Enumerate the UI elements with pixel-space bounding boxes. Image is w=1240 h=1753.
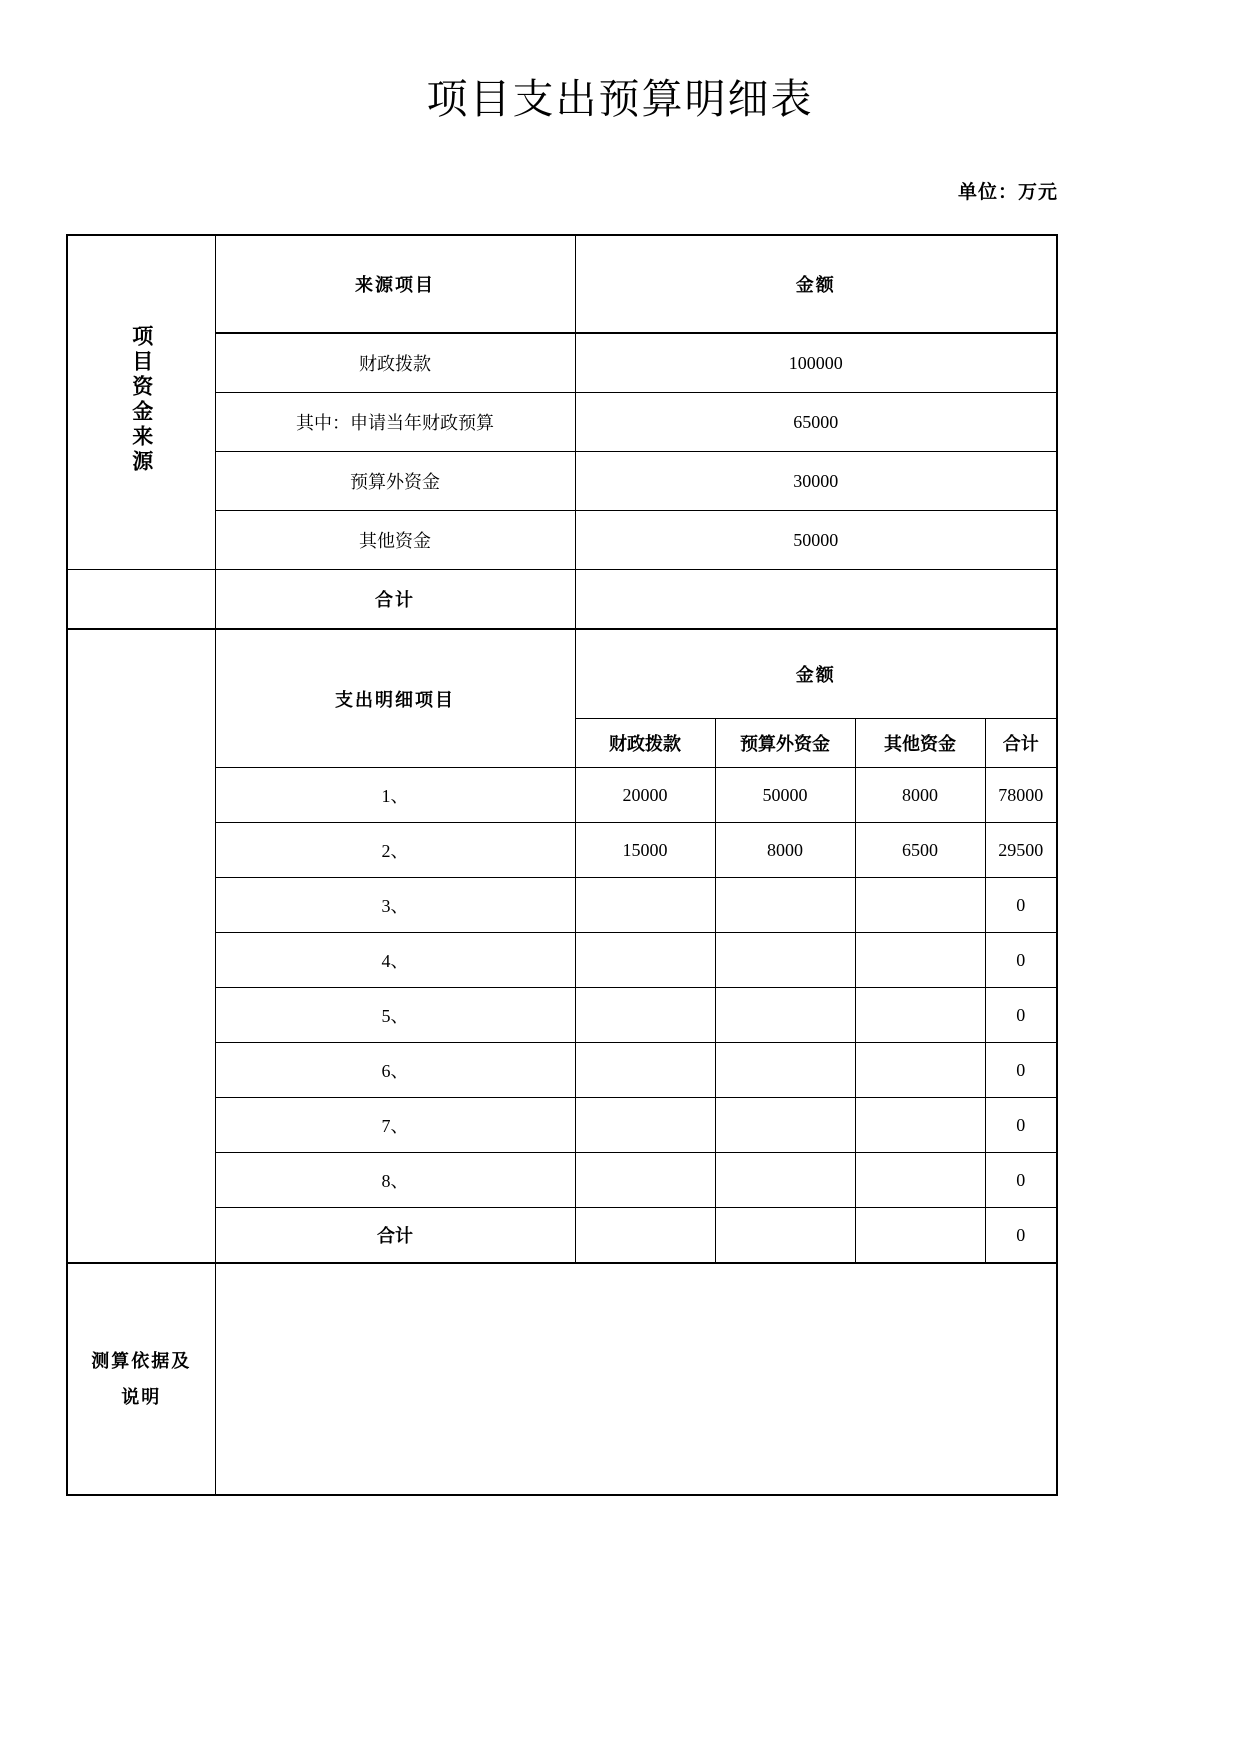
expenditure-total-row: [67, 1208, 1057, 1264]
expenditure-fiscal-value: [575, 1153, 715, 1208]
expenditure-subheader-extra-budget: 预算外资金: [715, 719, 855, 768]
expenditure-other-value: [855, 1098, 985, 1153]
funding-source-header-row: [67, 235, 1057, 333]
funding-source-row: [67, 452, 1057, 511]
expenditure-extra-budget-value: [715, 1153, 855, 1208]
expenditure-subheader-other: 其他资金: [855, 719, 985, 768]
funding-source-item-name: 其他资金: [215, 511, 575, 570]
funding-source-item-amount: 30000: [575, 452, 1057, 511]
expenditure-total-other: [855, 1208, 985, 1264]
expenditure-total-fiscal: [575, 1208, 715, 1264]
expenditure-item-name: 1、: [215, 768, 575, 823]
expenditure-item-name: 7、: [215, 1098, 575, 1153]
expenditure-total-label: 合计: [215, 1208, 575, 1264]
expenditure-other-value: 6500: [855, 823, 985, 878]
funding-source-total-label: 合计: [215, 570, 575, 630]
expenditure-total-value: 0: [985, 1153, 1057, 1208]
notes-label-line1: 测算依据及: [91, 1351, 192, 1371]
funding-source-item-amount: 50000: [575, 511, 1057, 570]
expenditure-total-extra-budget: [715, 1208, 855, 1264]
funding-source-row: [67, 511, 1057, 570]
funding-source-row: [67, 393, 1057, 452]
notes-section-row: [67, 1263, 1057, 1495]
unit-note: 单位：万元: [957, 182, 1058, 203]
expenditure-extra-budget-value: [715, 933, 855, 988]
expenditure-extra-budget-value: [715, 988, 855, 1043]
budget-table-wrapper: [66, 234, 1056, 1496]
expenditure-item-name: 4、: [215, 933, 575, 988]
expenditure-fiscal-value: [575, 1043, 715, 1098]
expenditure-amount-header: 金额: [575, 629, 1057, 719]
expenditure-item-name: 3、: [215, 878, 575, 933]
expenditure-item-header: 支出明细项目: [215, 629, 575, 768]
expenditure-row: [67, 933, 1057, 988]
expenditure-extra-budget-value: [715, 878, 855, 933]
expenditure-other-value: 8000: [855, 768, 985, 823]
expenditure-total-value: 78000: [985, 768, 1057, 823]
expenditure-item-name: 6、: [215, 1043, 575, 1098]
funding-source-total-row: [67, 570, 1057, 630]
expenditure-total-value: 29500: [985, 823, 1057, 878]
expenditure-item-name: 5、: [215, 988, 575, 1043]
expenditure-other-value: [855, 878, 985, 933]
expenditure-total-sum: 0: [985, 1208, 1057, 1264]
expenditure-subheader-fiscal: 财政拨款: [575, 719, 715, 768]
expenditure-item-name: 2、: [215, 823, 575, 878]
funding-source-item-amount: 65000: [575, 393, 1057, 452]
expenditure-row: [67, 823, 1057, 878]
expenditure-row: [67, 878, 1057, 933]
expenditure-row: [67, 988, 1057, 1043]
expenditure-total-value: 0: [985, 878, 1057, 933]
notes-label: [67, 1263, 215, 1495]
funding-source-amount-header: 金额: [575, 235, 1057, 333]
funding-source-total-spacer: [67, 570, 215, 630]
funding-source-total-amount: [575, 570, 1057, 630]
expenditure-fiscal-value: [575, 988, 715, 1043]
expenditure-row: [67, 768, 1057, 823]
expenditure-other-value: [855, 988, 985, 1043]
expenditure-fiscal-value: 20000: [575, 768, 715, 823]
expenditure-fiscal-value: [575, 933, 715, 988]
funding-source-item-amount: 100000: [575, 333, 1057, 393]
expenditure-header-row: [67, 629, 1057, 719]
expenditure-fiscal-value: [575, 1098, 715, 1153]
expenditure-other-value: [855, 1043, 985, 1098]
expenditure-extra-budget-value: 50000: [715, 768, 855, 823]
expenditure-fiscal-value: [575, 878, 715, 933]
notes-content-area[interactable]: [215, 1263, 1057, 1495]
expenditure-other-value: [855, 1153, 985, 1208]
expenditure-total-value: 0: [985, 988, 1057, 1043]
expenditure-total-value: 0: [985, 1043, 1057, 1098]
expenditure-other-value: [855, 933, 985, 988]
expenditure-subheader-total: 合计: [985, 719, 1057, 768]
expenditure-extra-budget-value: [715, 1098, 855, 1153]
expenditure-total-value: 0: [985, 1098, 1057, 1153]
expenditure-row: [67, 1098, 1057, 1153]
funding-source-row: [67, 333, 1057, 393]
funding-source-row-label-text: 项目资金来源: [129, 325, 154, 475]
page-title: 项目支出预算明细表: [426, 76, 814, 122]
budget-table: [66, 234, 1058, 1496]
funding-source-item-name: 财政拨款: [215, 333, 575, 393]
funding-source-row-label: [67, 235, 215, 570]
expenditure-fiscal-value: 15000: [575, 823, 715, 878]
expenditure-extra-budget-value: 8000: [715, 823, 855, 878]
expenditure-row-label-spacer: [67, 629, 215, 1263]
notes-label-line2: 说明: [121, 1387, 162, 1407]
expenditure-item-name: 8、: [215, 1153, 575, 1208]
funding-source-item-header: 来源项目: [215, 235, 575, 333]
expenditure-row: [67, 1153, 1057, 1208]
expenditure-row: [67, 1043, 1057, 1098]
funding-source-item-name: 其中：申请当年财政预算: [215, 393, 575, 452]
funding-source-item-name: 预算外资金: [215, 452, 575, 511]
expenditure-total-value: 0: [985, 933, 1057, 988]
expenditure-extra-budget-value: [715, 1043, 855, 1098]
